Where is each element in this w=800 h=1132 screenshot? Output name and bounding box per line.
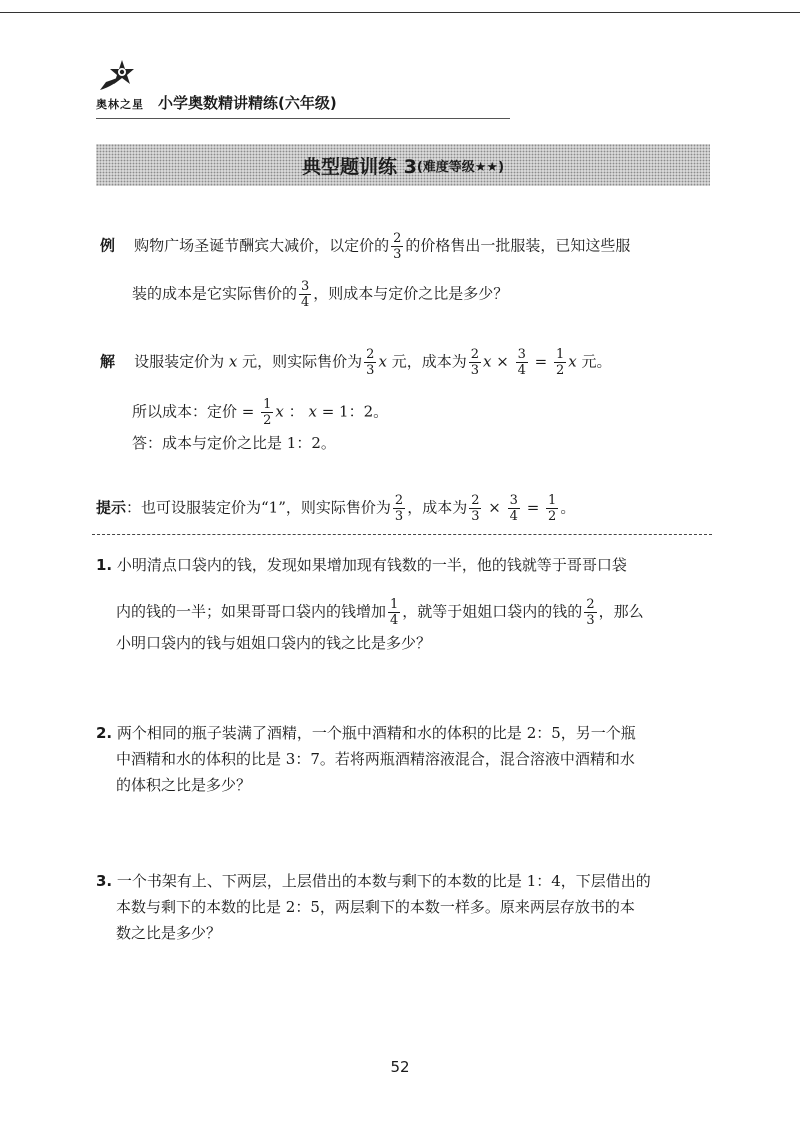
numerator: 1 [263, 397, 272, 412]
page-number: 52 [390, 1058, 410, 1076]
variable-x: x [482, 352, 492, 371]
variable-x: x [308, 402, 317, 421]
fraction [516, 348, 528, 377]
example-text: ，则成本与定价之比是多少？ [313, 284, 509, 303]
logo-text: 奥林之星 [96, 98, 144, 111]
numerator: 2 [394, 493, 404, 508]
fraction [508, 494, 520, 523]
problem-3-line-2: 本数与剩下的本数的比是 2：5，两层剩下的本数一样多。原来两层存放书的本 [116, 898, 635, 916]
problem-text: 小明清点口袋内的钱，发现如果增加现有钱数的一半，他的钱就等于哥哥口袋 [116, 556, 627, 574]
example-text: 的价格售出一批服装，已知这些服 [405, 236, 631, 255]
hint-text: ：也可设服装定价为“1”，则实际售价为 [126, 498, 391, 517]
hint-line [96, 494, 575, 523]
solution-text: = 1：2。 [321, 402, 389, 421]
solution-text: 元，成本为 [391, 352, 467, 371]
numerator: 2 [366, 347, 375, 362]
problem-2-line-2: 中酒精和水的体积的比是 3：7。若将两瓶酒精溶液混合，混合溶液中酒精和水 [116, 750, 635, 768]
problem-3-line-3: 数之比是多少？ [116, 924, 222, 942]
solution-label: 解 [100, 352, 116, 371]
denominator: 4 [509, 509, 518, 524]
header-rule [96, 118, 510, 119]
times-sign: × [496, 352, 509, 371]
problem-2-line-3: 的体积之比是多少？ [116, 776, 252, 794]
fraction [554, 348, 566, 377]
book-title: 小学奥数精讲精练(六年级) [158, 94, 337, 112]
banner-difficulty: (难度等级★★) [416, 159, 505, 175]
hint-text: ，成本为 [407, 498, 468, 517]
denominator: 3 [470, 363, 479, 378]
fraction [393, 494, 405, 523]
fraction [546, 494, 558, 523]
example-line-2 [132, 280, 508, 309]
numerator: 2 [393, 231, 402, 246]
fraction [584, 598, 596, 627]
variable-x: x [228, 352, 238, 371]
problem-text: ，那么 [598, 602, 644, 621]
equals-sign: = [534, 352, 548, 371]
ratio-colon: ： [288, 402, 304, 421]
solution-text: 元。 [581, 352, 612, 371]
example-line-1 [100, 232, 630, 261]
fraction [261, 398, 273, 427]
denominator: 3 [394, 509, 404, 524]
banner-title: 典型题训练 3 [301, 155, 417, 178]
problem-text: 一个书架有上、下两层，上层借出的本数与剩下的本数的比是 1：4，下层借出的 [116, 872, 651, 890]
section-banner [96, 144, 710, 186]
numerator: 2 [470, 347, 479, 362]
problem-3-line-1 [96, 874, 651, 889]
equals-sign: = [526, 498, 540, 517]
example-text: 购物广场圣诞节酬宾大减价，以定价的 [134, 236, 390, 255]
variable-x: x [568, 352, 577, 371]
denominator: 4 [517, 363, 526, 378]
problem-1-line-3: 小明口袋内的钱与姐姐口袋内的钱之比是多少？ [116, 634, 432, 652]
denominator: 4 [390, 613, 399, 628]
denominator: 3 [586, 613, 595, 628]
solution-text: 所以成本：定价 = [132, 402, 255, 421]
denominator: 2 [556, 363, 565, 378]
denominator: 3 [471, 509, 480, 524]
solution-text: 设服装定价为 [134, 352, 225, 371]
example-label: 例 [100, 236, 116, 255]
problem-number: 2. [96, 724, 113, 742]
numerator: 3 [517, 347, 526, 362]
hint-label: 提示 [96, 498, 127, 517]
problem-text: 两个相同的瓶子装满了酒精，一个瓶中酒精和水的体积的比是 2：5，另一个瓶 [116, 724, 636, 742]
numerator: 3 [301, 279, 310, 294]
problem-number: 1. [96, 556, 113, 574]
problem-1-line-2 [116, 598, 644, 627]
numerator: 2 [471, 493, 480, 508]
star-logo-icon [96, 56, 144, 96]
solution-text: 元，则实际售价为 [242, 352, 363, 371]
variable-x: x [275, 402, 284, 421]
variable-x: x [378, 352, 387, 371]
numerator: 1 [548, 493, 557, 508]
times-sign: × [488, 498, 501, 517]
dashed-divider [92, 534, 712, 535]
problem-number: 3. [96, 872, 113, 890]
example-text: 装的成本是它实际售价的 [132, 284, 298, 303]
solution-answer: 答：成本与定价之比是 1：2。 [132, 434, 336, 452]
numerator: 3 [509, 493, 518, 508]
denominator: 2 [548, 509, 557, 524]
denominator: 3 [366, 363, 375, 378]
problem-text: 内的钱的一半；如果哥哥口袋内的钱增加 [116, 602, 387, 621]
numerator: 2 [586, 597, 595, 612]
solution-line-1 [100, 348, 612, 377]
fraction [469, 348, 481, 377]
fraction [364, 348, 376, 377]
fraction [388, 598, 400, 627]
problem-1-line-1 [96, 558, 627, 573]
problem-text: ，就等于姐姐口袋内的钱的 [402, 602, 583, 621]
fraction [299, 280, 311, 309]
denominator: 4 [301, 295, 310, 310]
numerator: 1 [556, 347, 565, 362]
top-border-line [0, 12, 800, 13]
fraction [469, 494, 481, 523]
denominator: 3 [393, 247, 402, 262]
hint-text: 。 [560, 498, 576, 517]
numerator: 1 [390, 597, 399, 612]
denominator: 2 [263, 413, 272, 428]
fraction [391, 232, 403, 261]
solution-line-2 [132, 398, 388, 427]
problem-2-line-1 [96, 726, 636, 741]
